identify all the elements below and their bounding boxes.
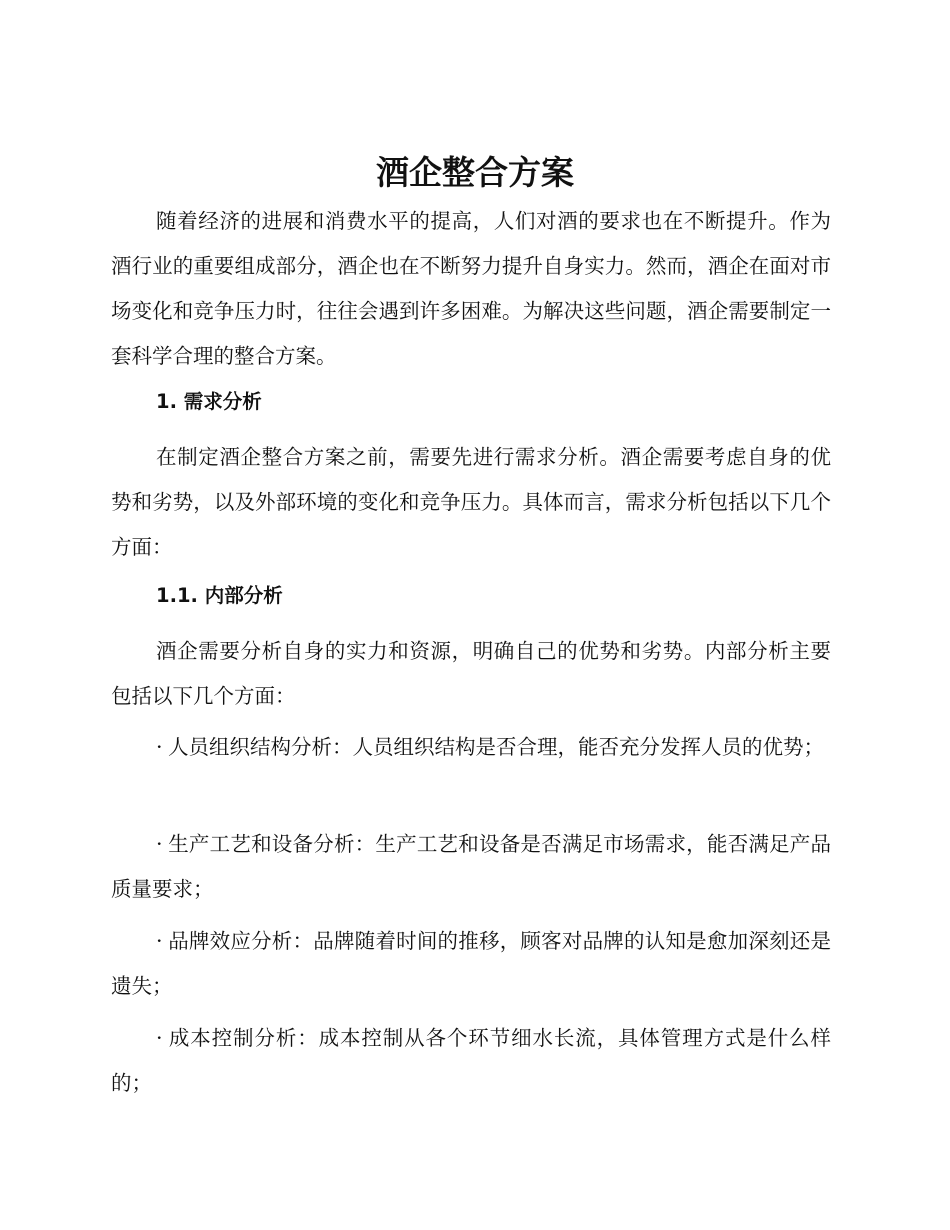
bullet-item	[111, 725, 831, 770]
bullet-text: 品牌效应分析：品牌随着时间的推移，顾客对品牌的认知是愈加深刻还是遗失；	[111, 929, 831, 998]
bullet-item	[111, 822, 831, 912]
bullet-item	[111, 919, 831, 1009]
bullet-dot: ·	[156, 832, 163, 856]
bullet-dot: ·	[156, 929, 163, 953]
section-heading-1: 1. 需求分析	[156, 390, 262, 413]
bullet-item	[111, 1016, 831, 1106]
intro-paragraph: 随着经济的进展和消费水平的提高，人们对酒的要求也在不断提升。作为酒行业的重要组成部分，酒企也在不断努力提升自身实力。然而，酒企在面对市场变化和竞争压力时，往往会遇到许多困难。为解决这些问题，酒企需要制定一套科学合理的整合方案。	[111, 209, 831, 368]
section-heading-1-1: 1.1. 内部分析	[156, 584, 283, 607]
bullet-text: 成本控制分析：成本控制从各个环节细水长流，具体管理方式是什么样的；	[111, 1026, 831, 1095]
bullet-text: 人员组织结构分析：人员组织结构是否合理，能否充分发挥人员的优势；	[168, 735, 824, 759]
bullet-text: 生产工艺和设备分析：生产工艺和设备是否满足市场需求，能否满足产品质量要求；	[111, 832, 831, 901]
bullet-dot: ·	[156, 1026, 163, 1050]
bullet-dot: ·	[156, 735, 163, 759]
section-1-1-paragraph: 酒企需要分析自身的实力和资源，明确自己的优势和劣势。内部分析主要包括以下几个方面：	[111, 639, 831, 708]
document-title: 酒企整合方案	[376, 153, 574, 192]
section-1-paragraph: 在制定酒企整合方案之前，需要先进行需求分析。酒企需要考虑自身的优势和劣势，以及外部环境的变化和竞争压力。具体而言，需求分析包括以下几个方面：	[111, 445, 831, 559]
